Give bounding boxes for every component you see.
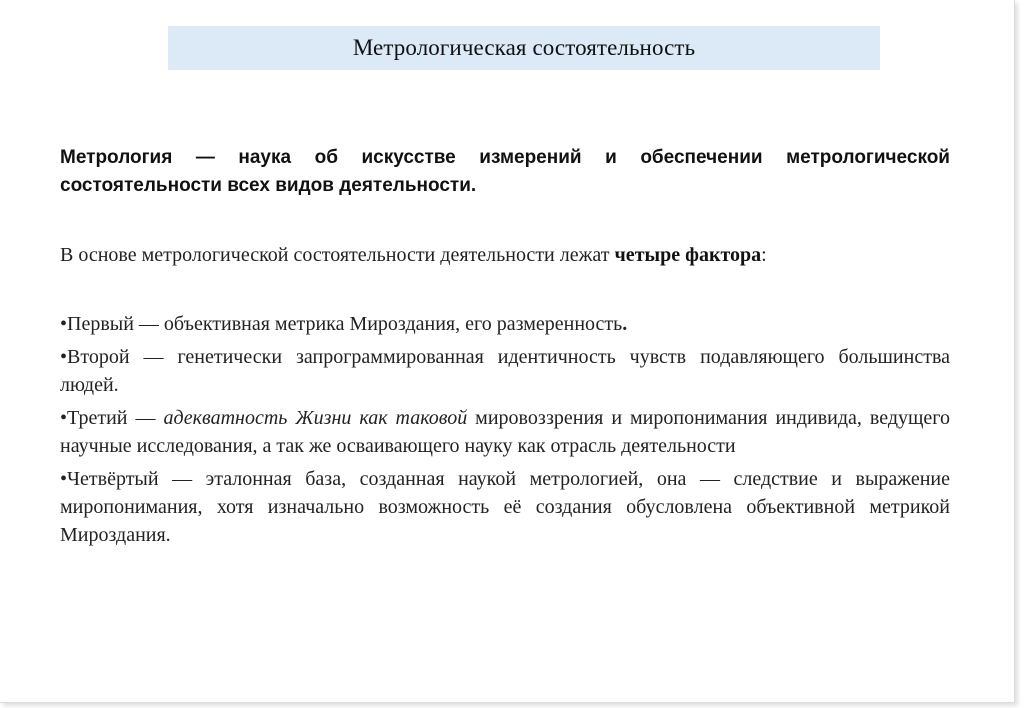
factors-list <box>60 310 950 554</box>
factor-lead: Четвёртый — эталонная база, созданная наукой метрологией, она — следствие и выражение миропонимания, хотя изначально возможность её создания обусловлена объективной метрикой Мироздания. <box>60 468 950 546</box>
factor-italic-phrase: адекватность Жизни как таковой <box>163 407 468 429</box>
intro-colon: : <box>761 244 767 266</box>
title-banner <box>168 26 880 70</box>
intro-emphasis: четыре фактора <box>614 244 762 266</box>
bullet-icon: • <box>60 346 68 368</box>
definition-paragraph: Метрология — наука об искусстве измерений и обеспечении метрологической состоятельности всех видов деятельности. <box>60 147 950 196</box>
bullet-icon: • <box>60 407 68 429</box>
factor-lead: Первый — объективная метрика Мироздания, его размеренность <box>67 313 623 335</box>
factor-end: . <box>622 313 628 335</box>
factor-item-third <box>60 404 950 460</box>
slide-title: Метрологическая состоятельность <box>352 35 696 60</box>
factor-item-first <box>60 310 950 338</box>
factor-item-fourth <box>60 465 950 549</box>
intro-paragraph <box>60 241 950 269</box>
intro-text: В основе метрологической состоятельности деятельности лежат <box>60 244 615 266</box>
factor-item-second <box>60 343 950 399</box>
factor-rest: мировоззрения и миропонимания индивида, ведущего научные исследования, а так же осваивающего науку как отрасль деятельности <box>60 407 950 457</box>
bullet-icon: • <box>60 313 68 335</box>
bullet-icon: • <box>60 468 68 490</box>
factor-lead: Второй — генетически запрограммированная идентичность чувств подавляющего большинства людей. <box>60 346 950 396</box>
factor-lead: Третий — <box>67 407 164 429</box>
